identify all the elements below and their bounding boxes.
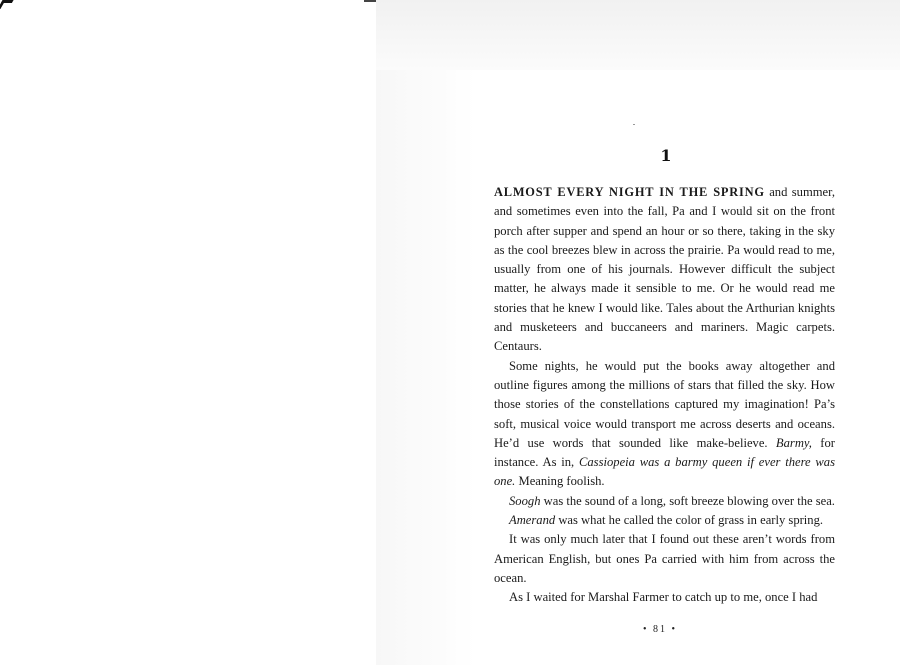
- paragraph-soogh: [494, 492, 835, 511]
- paragraph-2-text-c: Meaning foolish.: [515, 474, 605, 489]
- word-soogh: Soogh: [509, 493, 541, 508]
- paragraph-2-text-a: Some nights, he would put the books away altogether and outline figures among the millions of stars that filled the sky. How those stories of the constellations captured my imagination! Pa’s soft, musical voice would transport me across deserts and oceans. He’d use words that sounded like make-believe.: [494, 358, 835, 450]
- paragraph-amerand: [494, 511, 835, 530]
- page-speck: [633, 124, 635, 125]
- lead-in-smallcaps: ALMOST EVERY NIGHT IN THE SPRING: [494, 185, 765, 199]
- chapter-number: 1: [660, 146, 672, 165]
- word-barmy: Barmy,: [775, 435, 812, 450]
- paragraph-2-text-b: for instance. As in,: [494, 435, 835, 470]
- word-amerand: Amerand: [509, 513, 556, 528]
- paragraph-constellations: [494, 357, 835, 492]
- page-number: • 81 •: [642, 624, 677, 635]
- opening-paragraph-text: and summer, and sometimes even into the fall, Pa and I would sit on the front porch after supper and spend an hour or so there, taking in the sky as the cool breezes blew in across the prairie. Pa would read to me, usually from one of his journals. However difficult the subject matter, he always made it sensible to me. Or he would read me stories that he knew I would like. Tales about the Arthurian knights and musketeers and buccaneers and mariners. Magic carpets. Centaurs.: [494, 185, 835, 354]
- paragraph-origins: It was only much later that I found out these aren’t words from American English, but ones Pa carried with him from across the ocean.: [494, 532, 835, 585]
- paragraph-3-text: was the sound of a long, soft breeze blowing over the sea.: [540, 493, 835, 508]
- cassiopeia-example: Cassiopeia was a barmy queen if ever there was one.: [494, 455, 835, 489]
- chapter-body-text: [494, 183, 835, 608]
- gutter-shadow: [376, 70, 476, 665]
- paragraph-4-text: was what he called the color of grass in early spring.: [555, 513, 824, 528]
- paragraph-marshal: As I waited for Marshal Farmer to catch up to me, once I had: [509, 590, 818, 605]
- opening-paragraph: [494, 183, 835, 357]
